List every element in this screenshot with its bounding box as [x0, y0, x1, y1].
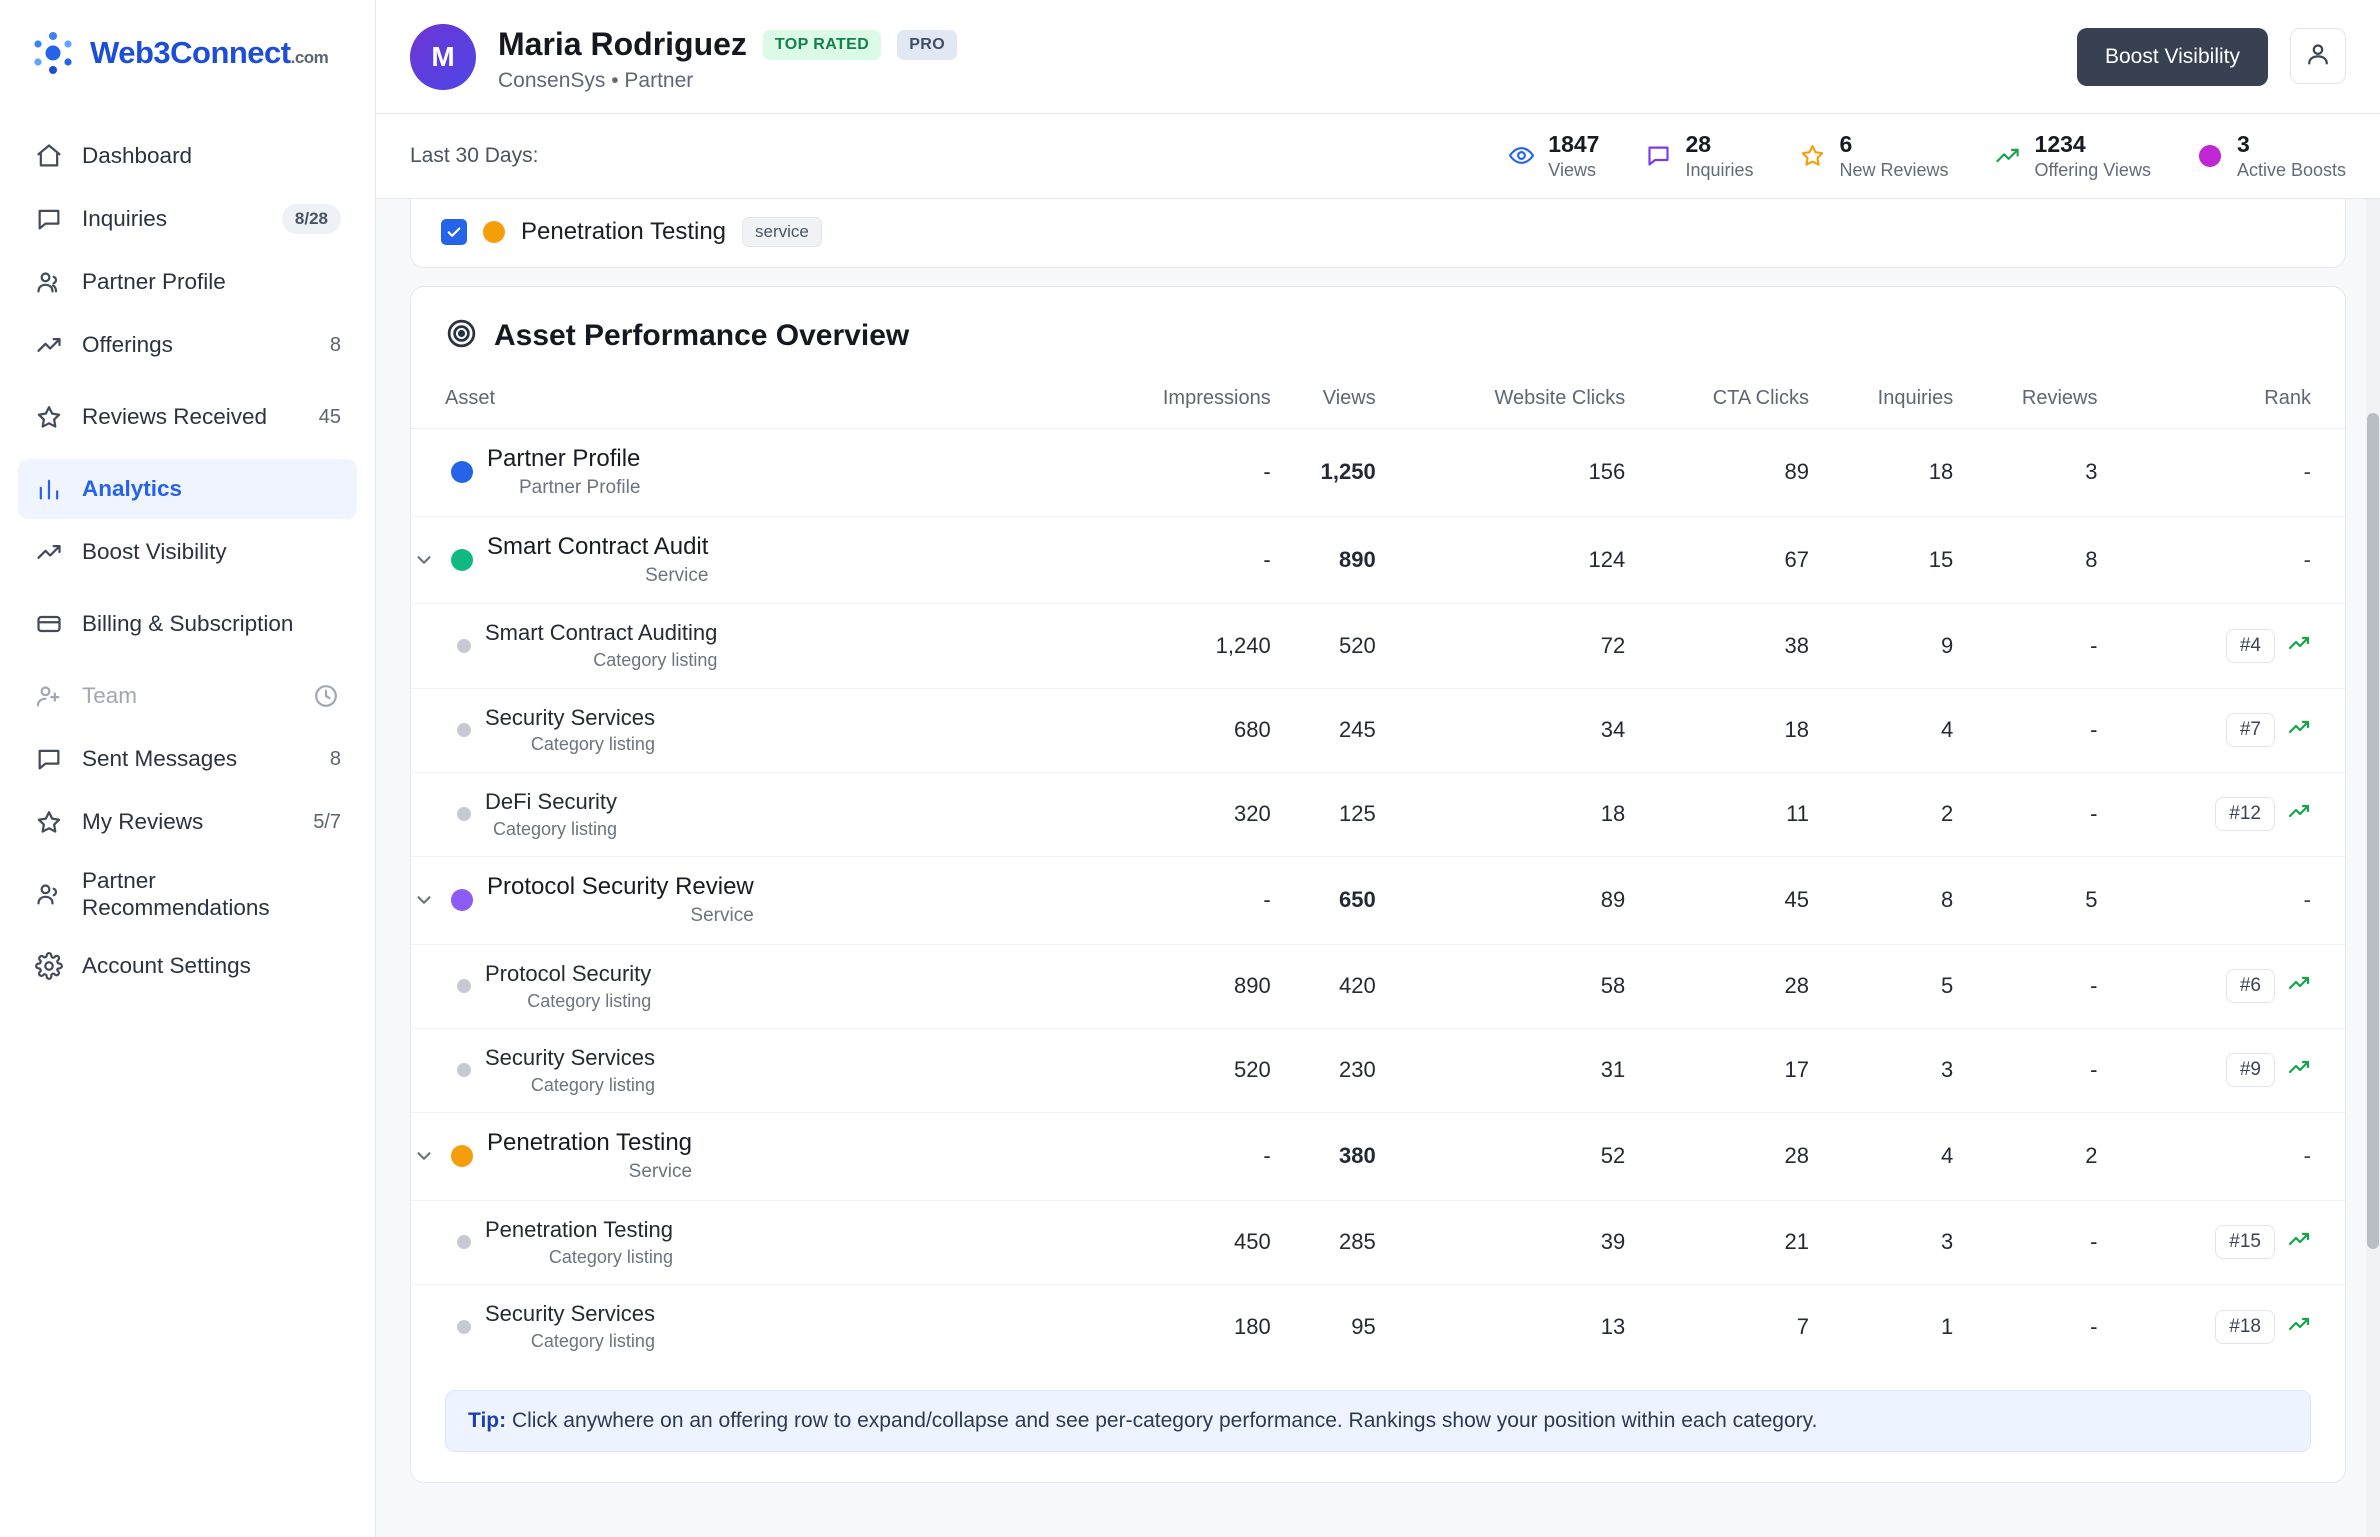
stat-inquiries [1643, 132, 1753, 180]
brand-name: Web3Connect.com [90, 35, 329, 70]
trending-up-icon [1993, 141, 2023, 171]
status-badge-top-rated: TOP RATED [763, 30, 881, 60]
cell-asset [411, 1113, 1065, 1201]
content-scroll-area [376, 199, 2380, 1537]
cell-website-clicks: 18 [1376, 772, 1626, 856]
sidebar-item-inquiries[interactable] [18, 189, 357, 249]
cell-asset [411, 856, 1065, 944]
cell-cta-clicks: 28 [1625, 944, 1809, 1028]
asset-filter-card [410, 199, 2346, 268]
asset-subtitle: Category listing [492, 818, 618, 839]
stats-list [1506, 132, 2346, 180]
cell-impressions: 450 [1065, 1200, 1271, 1284]
cell-impressions: 320 [1065, 772, 1271, 856]
cell-cta-clicks: 21 [1625, 1200, 1809, 1284]
cell-inquiries: 5 [1809, 944, 1953, 1028]
eye-icon [1506, 141, 1536, 171]
stat-caption: Offering Views [2034, 159, 2151, 180]
clock-icon [311, 681, 341, 711]
table-row-category[interactable] [411, 944, 2345, 1028]
trending-up-icon [34, 537, 64, 567]
table-header-row [411, 373, 2345, 429]
cell-rank [2097, 772, 2345, 856]
asset-name: Smart Contract Auditing [485, 620, 718, 646]
cell-inquiries: 9 [1809, 604, 1953, 688]
cell-cta-clicks: 18 [1625, 688, 1809, 772]
stat-caption: New Reviews [1839, 159, 1949, 180]
cell-impressions: 890 [1065, 944, 1271, 1028]
sidebar-item-label: Sent Messages [82, 746, 238, 772]
trending-up-icon [2287, 971, 2311, 1001]
cell-website-clicks: 34 [1376, 688, 1626, 772]
cell-inquiries: 1 [1941, 1313, 1954, 1339]
cell-views: 380 [1271, 1113, 1376, 1201]
rank-badge: #4 [2226, 629, 2275, 663]
cell-asset [411, 1200, 1065, 1284]
asset-name: Protocol Security [485, 960, 652, 986]
sidebar-item-label: Partner Recommendations [82, 867, 270, 920]
asset-subtitle: Category listing [548, 1246, 673, 1267]
cell-reviews: - [2090, 1313, 2098, 1339]
table-row-offering[interactable] [411, 856, 2345, 944]
handshake-icon [34, 879, 64, 909]
stat-new-reviews [1798, 132, 1949, 180]
sidebar-badge-sent-messages: 8 [329, 747, 341, 770]
sidebar-item-label: Analytics [82, 476, 183, 502]
sidebar-item-boost-visibility[interactable] [18, 522, 357, 582]
table-row-offering[interactable] [411, 428, 2345, 516]
vertical-scrollbar[interactable] [2366, 199, 2380, 1537]
avatar: M [410, 24, 476, 90]
cell-cta-clicks: 89 [1625, 428, 1809, 516]
cell-website-clicks: 58 [1376, 944, 1626, 1028]
category-dot-icon [457, 723, 471, 737]
users-icon [34, 267, 64, 297]
sidebar-item-account-settings[interactable] [18, 936, 357, 996]
sidebar-item-label: My Reviews [82, 809, 204, 835]
cell-rank [2097, 856, 2345, 944]
cell-impressions: - [1065, 428, 1271, 516]
stats-period-label: Last 30 Days: [410, 143, 539, 167]
cell-rank [2097, 1028, 2345, 1112]
chat-icon [34, 204, 64, 234]
bar-chart-icon [34, 474, 64, 504]
cell-inquiries: 18 [1809, 428, 1953, 516]
cell-views: 125 [1271, 772, 1376, 856]
cell-views: 230 [1271, 1028, 1376, 1112]
sidebar-item-billing-subscription[interactable] [18, 585, 357, 663]
sidebar-item-my-reviews[interactable] [18, 792, 357, 852]
asset-subtitle: Service [690, 905, 754, 927]
category-dot-icon [457, 979, 471, 993]
checkbox-penetration-testing[interactable] [441, 219, 467, 245]
cell-views: 95 [1351, 1313, 1376, 1339]
gear-icon [34, 951, 64, 981]
sidebar-item-label: Billing & Subscription [82, 611, 294, 637]
asset-performance-card [410, 286, 2346, 1483]
cell-views: 245 [1271, 688, 1376, 772]
cell-impressions: 180 [1233, 1313, 1271, 1339]
cell-reviews: - [1953, 1200, 2097, 1284]
sidebar-item-label: Account Settings [82, 953, 251, 979]
rank-value: - [2303, 546, 2311, 572]
cell-impressions: 680 [1065, 688, 1271, 772]
cell-reviews: - [1953, 604, 2097, 688]
brand-logo-area[interactable] [0, 0, 375, 104]
table-row-offering[interactable] [411, 516, 2345, 604]
main-area [376, 0, 2380, 1537]
asset-subtitle: Category listing [527, 990, 652, 1011]
sidebar-item-reviews-received[interactable] [18, 378, 357, 456]
rank-value: - [2303, 887, 2311, 913]
stat-caption: Inquiries [1685, 159, 1754, 180]
trending-up-icon [2287, 715, 2311, 745]
cell-reviews: - [1953, 1028, 2097, 1112]
cell-asset [411, 604, 1065, 688]
cell-asset [411, 1028, 1065, 1112]
trending-up-icon [2287, 799, 2311, 829]
rank-badge: #12 [2215, 797, 2275, 831]
col-rank: Rank [2097, 373, 2345, 429]
star-icon [1798, 141, 1828, 171]
cell-cta-clicks: 17 [1625, 1028, 1809, 1112]
cell-inquiries: 3 [1809, 1028, 1953, 1112]
cell-rank [2097, 944, 2345, 1028]
stat-caption: Views [1548, 159, 1596, 180]
asset-subtitle: Category listing [530, 734, 655, 755]
cell-rank [2097, 516, 2345, 604]
sidebar-badge-inquiries: 8/28 [282, 204, 341, 234]
trending-up-icon [2287, 1055, 2311, 1085]
category-dot-icon [457, 639, 471, 653]
cell-views: 285 [1271, 1200, 1376, 1284]
asset-name: Security Services [485, 1044, 655, 1070]
cell-website-clicks: 39 [1376, 1200, 1626, 1284]
sidebar-item-label: Dashboard [82, 143, 193, 169]
trending-up-icon [2287, 631, 2311, 661]
sidebar-badge-offerings: 8 [329, 333, 341, 356]
asset-subtitle: Service [628, 1161, 693, 1183]
page-title: Maria Rodriguez [498, 26, 747, 62]
message-icon [34, 744, 64, 774]
cell-website-clicks: 89 [1376, 856, 1626, 944]
status-badge-pro: PRO [897, 30, 957, 60]
asset-subtitle: Category listing [530, 1074, 655, 1095]
asset-name: Penetration Testing [487, 1129, 693, 1156]
table-row-category[interactable] [411, 772, 2345, 856]
cell-website-clicks: 72 [1376, 604, 1626, 688]
asset-color-dot [451, 549, 473, 571]
cell-website-clicks: 31 [1376, 1028, 1626, 1112]
sidebar-item-label: Reviews Received [82, 404, 268, 430]
cell-views: 890 [1271, 516, 1376, 604]
chat-icon [1643, 141, 1673, 171]
col-cta-clicks: CTA Clicks [1625, 373, 1809, 429]
cell-impressions: 1,240 [1065, 604, 1271, 688]
user-plus-icon [34, 681, 64, 711]
table-row-category[interactable] [411, 604, 2345, 688]
star-icon [34, 807, 64, 837]
cell-website-clicks: 13 [1600, 1313, 1626, 1339]
sidebar [0, 0, 376, 1537]
asset-name: DeFi Security [485, 788, 618, 814]
filter-type-tag: service [742, 217, 822, 247]
tip-banner [445, 1390, 2311, 1452]
asset-color-dot [451, 1145, 473, 1167]
cell-asset [411, 944, 1065, 1028]
col-reviews: Reviews [1953, 373, 2097, 429]
credit-card-icon [34, 609, 64, 639]
cell-asset [411, 428, 1065, 516]
asset-performance-title: Asset Performance Overview [494, 318, 910, 352]
chevron-down-icon[interactable] [411, 1145, 437, 1167]
cell-reviews: - [1953, 688, 2097, 772]
stat-value: 1847 [1548, 131, 1600, 157]
profile-subtitle: ConsenSys • Partner [498, 69, 694, 92]
filter-checkbox-row[interactable] [441, 217, 2315, 247]
cell-impressions: 520 [1065, 1028, 1271, 1112]
cell-inquiries: 2 [1809, 772, 1953, 856]
stat-value: 1234 [2034, 131, 2086, 157]
rank-badge: #7 [2226, 713, 2275, 747]
cell-views: 1,250 [1271, 428, 1376, 516]
cell-views: 520 [1271, 604, 1376, 688]
category-dot-icon [457, 1063, 471, 1077]
chevron-down-icon[interactable] [411, 549, 437, 571]
trending-up-icon [34, 330, 64, 360]
cell-reviews: 2 [1953, 1113, 2097, 1201]
rank-value: - [2303, 1143, 2311, 1169]
col-impressions: Impressions [1065, 373, 1271, 429]
scrollbar-thumb[interactable] [2367, 413, 2379, 1073]
web3connect-logo-icon [30, 30, 76, 76]
stat-caption: Active Boosts [2236, 159, 2346, 180]
cell-asset [411, 516, 1065, 604]
tip-text: Click anywhere on an offering row to expand/collapse and see per-category performance. Rankings show your position within each category. [511, 1409, 1818, 1433]
cell-views: 650 [1271, 856, 1376, 944]
asset-performance-table [411, 373, 2345, 1368]
cell-website-clicks: 124 [1376, 516, 1626, 604]
asset-name: Partner Profile [487, 444, 641, 472]
user-icon [2304, 40, 2332, 73]
cell-reviews: 5 [1953, 856, 2097, 944]
table-row-category[interactable] [411, 688, 2345, 772]
tip-prefix: Tip: [468, 1409, 507, 1433]
cell-inquiries: 3 [1809, 1200, 1953, 1284]
cell-cta-clicks: 67 [1625, 516, 1809, 604]
cell-reviews: - [1953, 944, 2097, 1028]
rank-badge: #6 [2226, 969, 2275, 1003]
cell-rank [2097, 1200, 2345, 1284]
rank-badge: #9 [2226, 1053, 2275, 1087]
dot-icon [2195, 141, 2225, 171]
asset-color-dot [451, 461, 473, 483]
cell-cta-clicks: 7 [1796, 1313, 1809, 1339]
target-icon [445, 317, 478, 355]
sidebar-item-label: Team [82, 683, 138, 709]
stat-offering-views [1993, 132, 2151, 180]
rank-badge: #15 [2215, 1225, 2275, 1259]
cell-views: 420 [1271, 944, 1376, 1028]
cell-inquiries: 4 [1809, 1113, 1953, 1201]
cell-cta-clicks: 38 [1625, 604, 1809, 688]
page-header [376, 0, 2380, 114]
trending-up-icon [2287, 1227, 2311, 1257]
sidebar-item-analytics[interactable] [18, 459, 357, 519]
sidebar-item-label: Inquiries [82, 206, 168, 232]
sidebar-nav [0, 126, 375, 996]
category-dot-icon [457, 1235, 471, 1249]
cell-reviews: 8 [1953, 516, 2097, 604]
cell-asset [411, 688, 1065, 772]
cell-asset [411, 772, 1065, 856]
scrollbar-thumb-secondary[interactable] [2367, 1059, 2379, 1249]
col-inquiries: Inquiries [1809, 373, 1953, 429]
asset-performance-header [411, 287, 2345, 373]
cell-inquiries: 8 [1809, 856, 1953, 944]
col-asset: Asset [411, 373, 1065, 429]
asset-subtitle: Partner Profile [518, 477, 641, 499]
boost-visibility-button[interactable]: Boost Visibility [2077, 28, 2268, 86]
stat-value: 6 [1839, 131, 1853, 157]
cell-website-clicks: 52 [1376, 1113, 1626, 1201]
sidebar-item-team[interactable] [18, 666, 357, 726]
rank-badge: #18 [2215, 1310, 2275, 1344]
star-icon [34, 402, 64, 432]
sidebar-badge-my-reviews: 5/7 [313, 810, 341, 833]
asset-name: Protocol Security Review [487, 872, 754, 900]
cell-impressions: - [1065, 516, 1271, 604]
stat-value: 3 [2236, 131, 2250, 157]
table-row-offering[interactable] [411, 1113, 2345, 1201]
asset-subtitle: Service [645, 564, 709, 586]
sidebar-item-label: Offerings [82, 332, 173, 358]
user-menu-button[interactable] [2290, 28, 2346, 84]
asset-color-dot [483, 221, 505, 243]
asset-name: Security Services [485, 704, 655, 730]
stat-active-boosts [2195, 132, 2346, 180]
cell-rank [2097, 428, 2345, 516]
asset-subtitle: Category listing [530, 1330, 655, 1351]
stats-bar [376, 114, 2380, 199]
cell-rank [2097, 688, 2345, 772]
rank-value: - [2303, 459, 2311, 485]
cell-reviews: - [1953, 772, 2097, 856]
sidebar-item-partner-profile[interactable] [18, 252, 357, 312]
cell-cta-clicks: 11 [1625, 772, 1809, 856]
cell-inquiries: 4 [1809, 688, 1953, 772]
trending-up-icon [2287, 1312, 2311, 1342]
table-header [411, 373, 2345, 429]
sidebar-item-dashboard[interactable] [18, 126, 357, 186]
table-row-category[interactable] [411, 1028, 2345, 1112]
cell-rank [2097, 1113, 2345, 1201]
cell-impressions: - [1065, 856, 1271, 944]
cell-impressions: - [1065, 1113, 1271, 1201]
chevron-down-icon[interactable] [411, 889, 437, 911]
stat-value: 28 [1685, 131, 1712, 157]
cell-inquiries: 15 [1809, 516, 1953, 604]
asset-name: Smart Contract Audit [487, 532, 709, 560]
cell-cta-clicks: 28 [1625, 1113, 1809, 1201]
cell-website-clicks: 156 [1376, 428, 1626, 516]
cell-asset [411, 1284, 1065, 1368]
table-body [411, 428, 2345, 1368]
filter-label: Penetration Testing [521, 217, 727, 245]
col-website-clicks: Website Clicks [1376, 373, 1626, 429]
sidebar-item-offerings[interactable] [18, 315, 357, 375]
sidebar-item-sent-messages[interactable] [18, 729, 357, 789]
table-row-category[interactable] [411, 1200, 2345, 1284]
cell-rank [2097, 604, 2345, 688]
sidebar-item-label: Boost Visibility [82, 539, 227, 565]
profile-summary [498, 24, 2055, 93]
sidebar-badge-reviews-received: 45 [318, 405, 341, 428]
cell-reviews: 3 [1953, 428, 2097, 516]
asset-subtitle: Category listing [593, 650, 718, 671]
cell-cta-clicks: 45 [1625, 856, 1809, 944]
category-dot-icon [457, 1320, 471, 1334]
asset-name: Security Services [485, 1300, 655, 1326]
cell-rank [2097, 1284, 2345, 1368]
sidebar-item-label: Partner Profile [82, 269, 226, 295]
col-views: Views [1271, 373, 1376, 429]
sidebar-item-partner-recommendations[interactable] [18, 855, 357, 933]
home-icon [34, 141, 64, 171]
asset-name: Penetration Testing [485, 1216, 673, 1242]
stat-views [1506, 132, 1599, 180]
table-row-category[interactable] [411, 1284, 2345, 1368]
category-dot-icon [457, 807, 471, 821]
asset-color-dot [451, 889, 473, 911]
